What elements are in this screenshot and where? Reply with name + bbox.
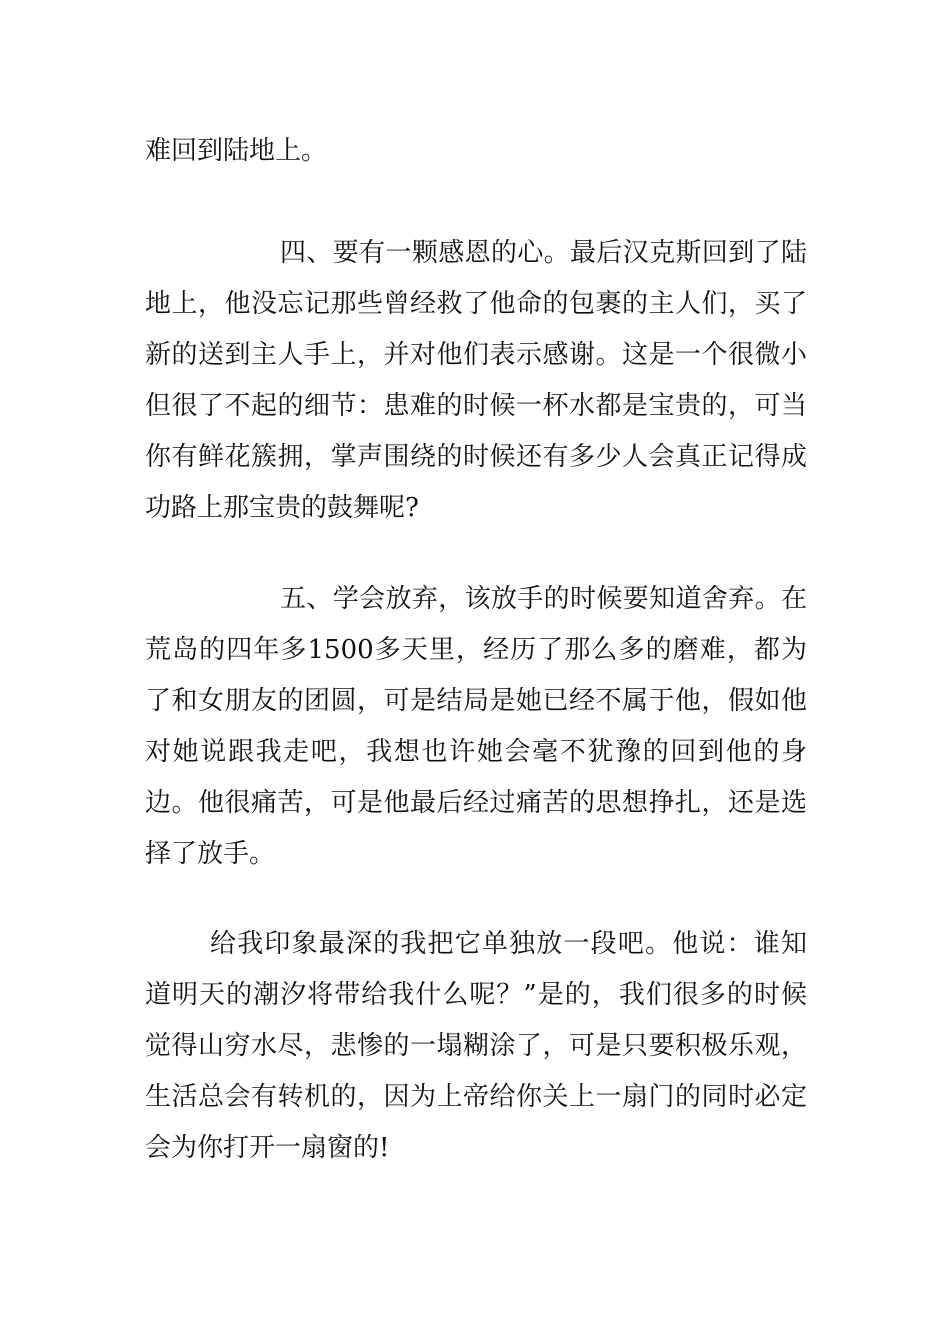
paragraph-gratitude: 四、要有一颗感恩的心。最后汉克斯回到了陆地上，他没忘记那些曾经救了他命的包裹的主人们，买了新的送到主人手上，并对他们表示感谢。这是一个很微小但很了不起的细节：患难的时候一杯水都是宝贵的，可当你有鲜花簇拥，掌声围绕的时候还有多少人会真正记得成功路上那宝贵的鼓舞呢?	[145, 238, 807, 523]
paragraph-letting-go: 五、学会放弃，该放手的时候要知道舍弃。在荒岛的四年多1500多天里，经历了那么多的磨难，都为了和女朋友的团圆，可是结局是她已经不属于他，假如他对她说跟我走吧，我想也许她会毫不犹豫的回到他的身边。他很痛苦，可是他最后经过痛苦的思想挣扎，还是选择了放手。	[145, 584, 807, 869]
paragraph-deepest-impression: 给我印象最深的我把它单独放一段吧。他说：谁知道明天的潮汐将带给我什么呢？”是的，我们很多的时候觉得山穷水尽，悲惨的一塌糊涂了，可是只要积极乐观，生活总会有转机的，因为上帝给你关上一扇门的同时必定会为你打开一扇窗的!	[145, 929, 807, 1163]
paragraph-continuation: 难回到陆地上。	[145, 136, 328, 166]
